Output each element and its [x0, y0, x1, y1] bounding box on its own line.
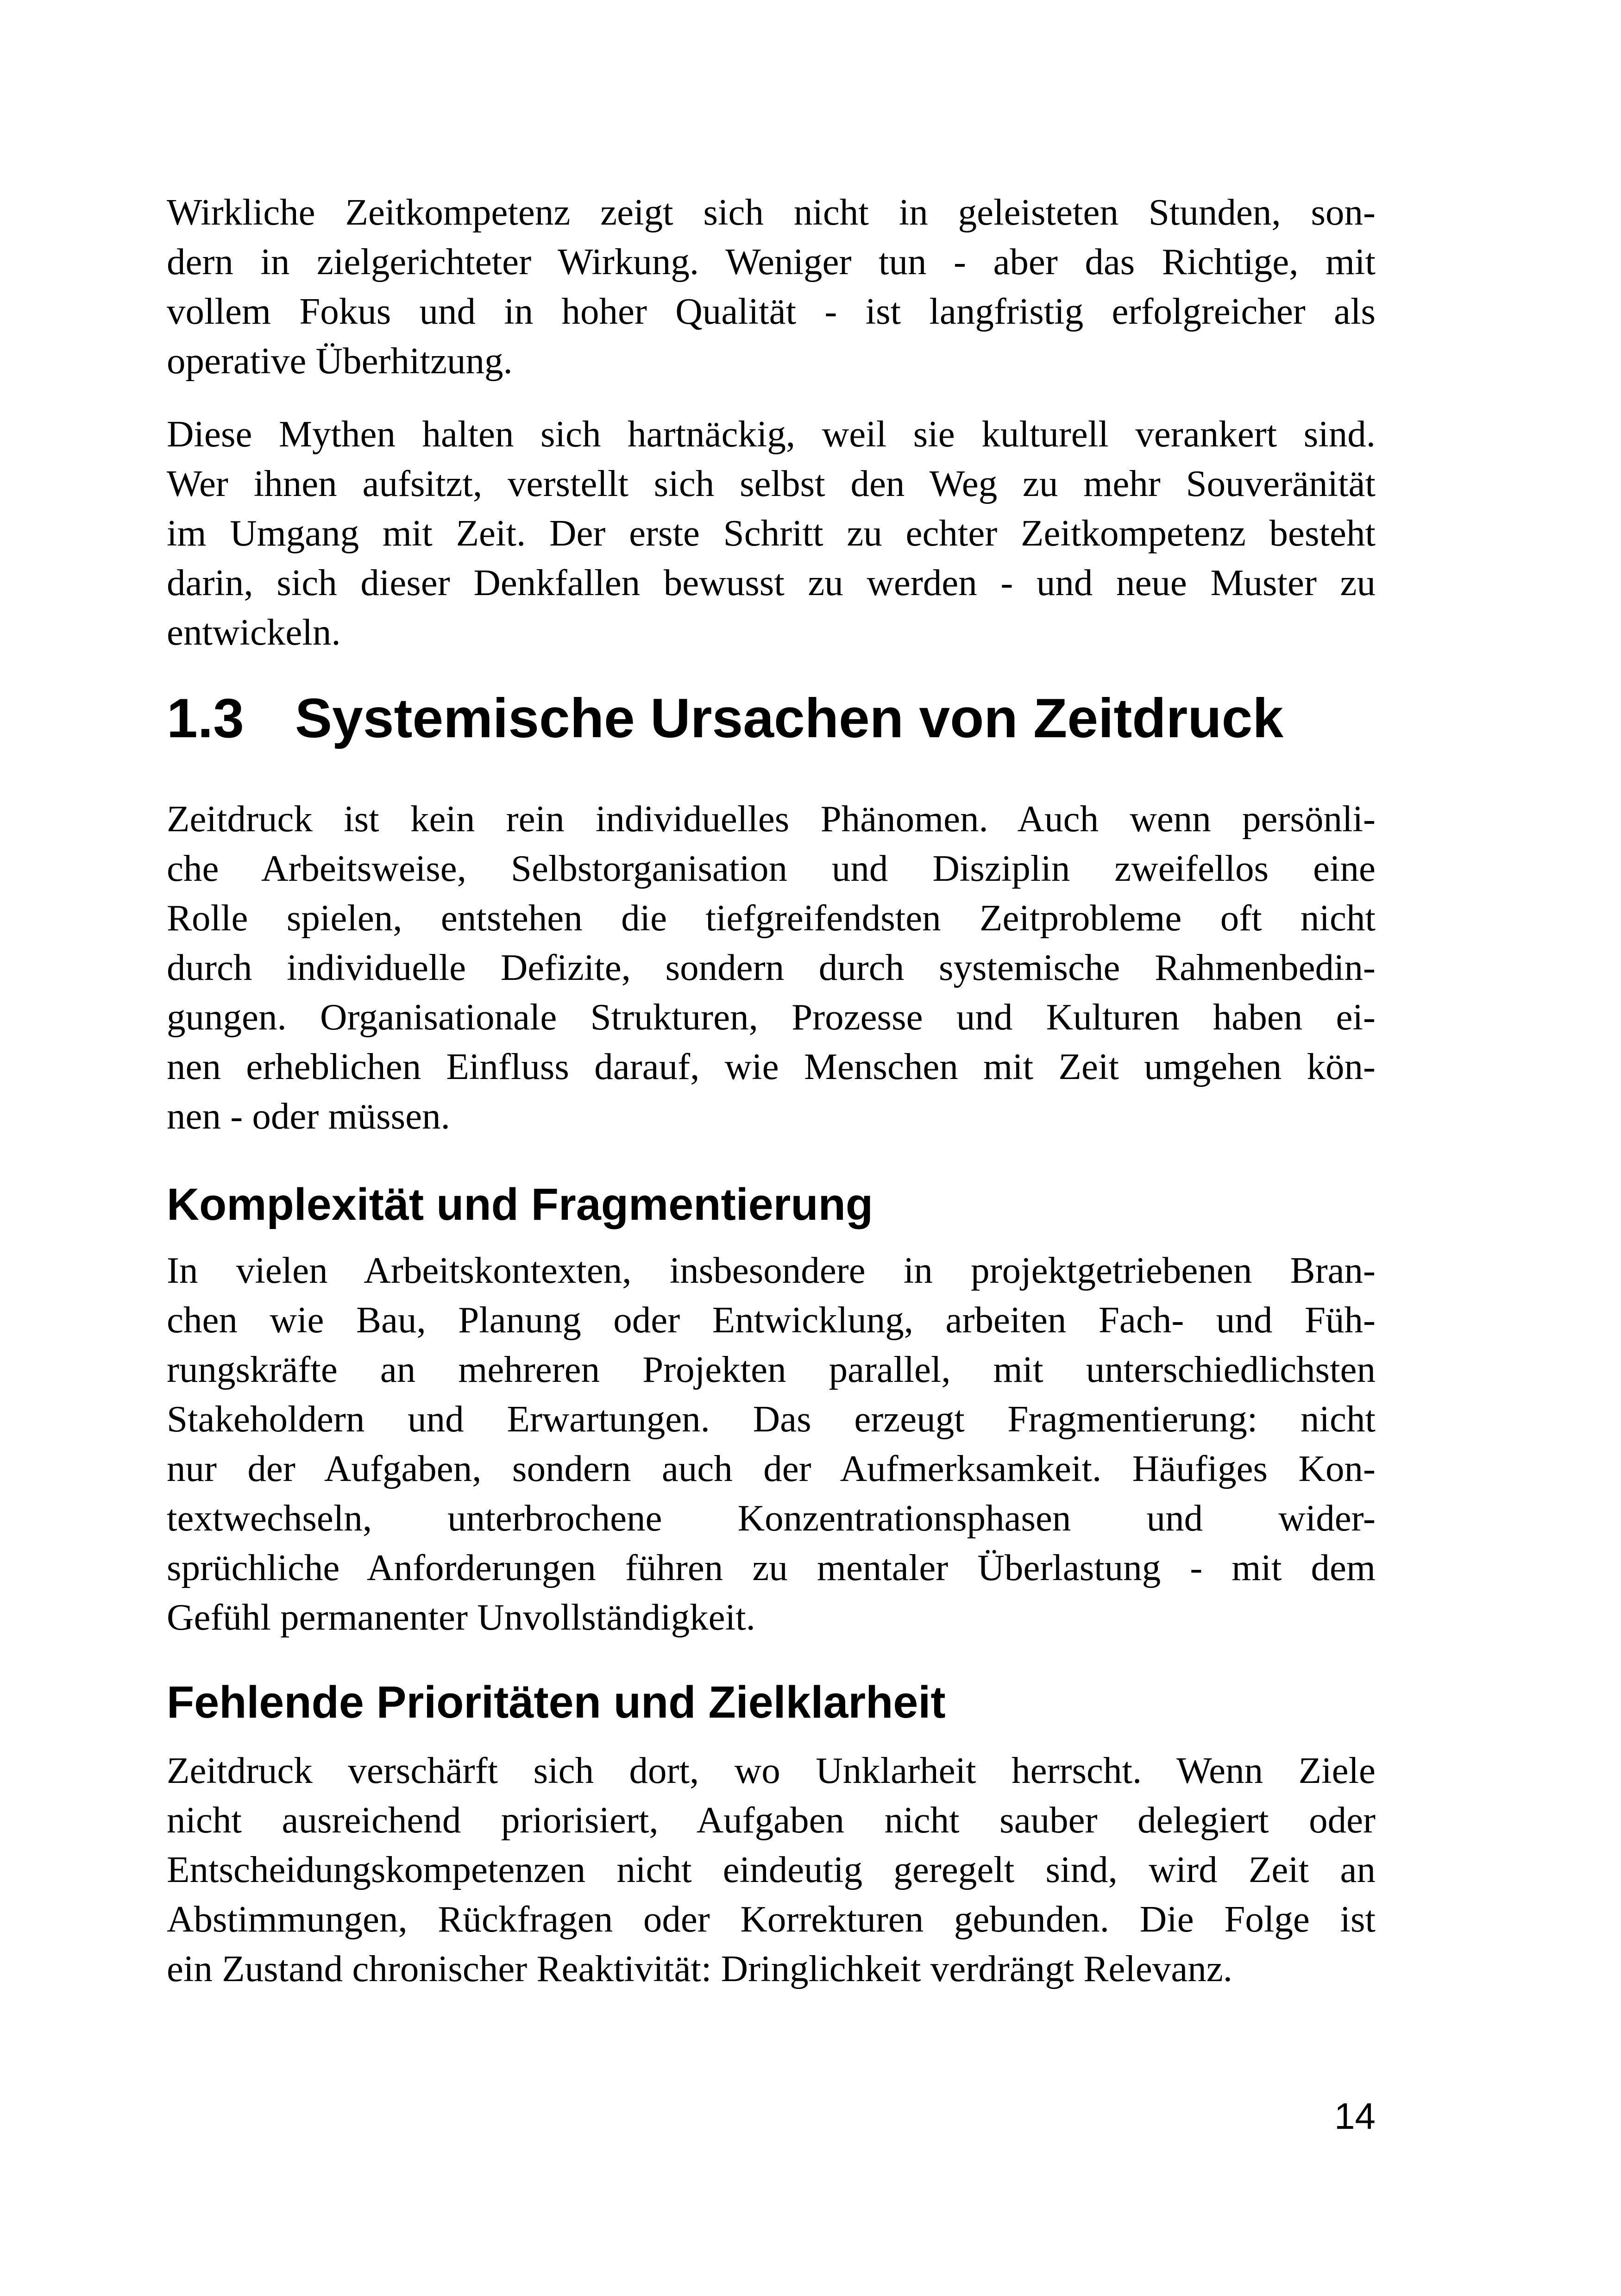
text-line: nicht ausreichend priorisiert, Aufgaben nicht sauber delegiert oder	[167, 1799, 1376, 1841]
text-line: ein Zustand chronischer Reaktivität: Dringlichkeit verdrängt Relevanz.	[167, 1948, 1232, 1989]
section-heading	[167, 684, 1376, 752]
text-line: Wer ihnen aufsitzt, verstellt sich selbst den Weg zu mehr Souveränität	[167, 463, 1376, 504]
text-line: Wirkliche Zeitkompetenz zeigt sich nicht in geleisteten Stunden, son-	[167, 191, 1376, 233]
text-line: chen wie Bau, Planung oder Entwicklung, arbeiten Fach- und Füh-	[167, 1299, 1376, 1341]
text-line: Stakeholdern und Erwartungen. Das erzeugt Fragmentierung: nicht	[167, 1398, 1376, 1440]
text-line: rungskräfte an mehreren Projekten parallel, mit unterschiedlichsten	[167, 1349, 1376, 1390]
text-line: che Arbeitsweise, Selbstorganisation und Disziplin zweifellos eine	[167, 847, 1376, 889]
paragraph-mythen	[167, 409, 1376, 657]
paragraph-fragmentierung	[167, 1246, 1376, 1642]
text-line: nen - oder müssen.	[167, 1095, 450, 1137]
text-line: In vielen Arbeitskontexten, insbesondere in projektgetriebenen Bran-	[167, 1249, 1376, 1291]
page-number: 14	[1334, 2095, 1376, 2137]
paragraph-systemische-ursachen	[167, 794, 1376, 1141]
text-line: textwechseln, unterbrochene Konzentrationsphasen und wider-	[167, 1497, 1376, 1539]
text-line: Zeitdruck ist kein rein individuelles Phänomen. Auch wenn persönli-	[167, 798, 1376, 840]
text-line: Entscheidungskompetenzen nicht eindeutig geregelt sind, wird Zeit an	[167, 1849, 1376, 1890]
text-line: Abstimmungen, Rückfragen oder Korrekturen gebunden. Die Folge ist	[167, 1898, 1376, 1940]
section-number: 1.3	[167, 687, 244, 749]
text-line: Gefühl permanenter Unvollständigkeit.	[167, 1596, 755, 1638]
section-title: Systemische Ursachen von Zeitdruck	[295, 687, 1284, 749]
text-line: dern in zielgerichteter Wirkung. Weniger tun - aber das Richtige, mit	[167, 241, 1376, 282]
text-line: entwickeln.	[167, 611, 341, 653]
text-line: Zeitdruck verschärft sich dort, wo Unklarheit herrscht. Wenn Ziele	[167, 1750, 1376, 1791]
text-line: sprüchliche Anforderungen führen zu mentaler Überlastung - mit dem	[167, 1547, 1376, 1588]
text-line: nen erheblichen Einfluss darauf, wie Menschen mit Zeit umgehen kön-	[167, 1046, 1376, 1087]
text-line: im Umgang mit Zeit. Der erste Schritt zu echter Zeitkompetenz besteht	[167, 512, 1376, 554]
text-line: Rolle spielen, entstehen die tiefgreifendsten Zeitprobleme oft nicht	[167, 897, 1376, 939]
text-line: gungen. Organisationale Strukturen, Prozesse und Kulturen haben ei-	[167, 996, 1376, 1038]
text-line: nur der Aufgaben, sondern auch der Aufmerksamkeit. Häufiges Kon-	[167, 1448, 1376, 1489]
text-line: vollem Fokus und in hoher Qualität - ist langfristig erfolgreicher als	[167, 290, 1376, 332]
text-line: Diese Mythen halten sich hartnäckig, weil sie kulturell verankert sind.	[167, 413, 1376, 455]
text-line: durch individuelle Defizite, sondern durch systemische Rahmenbedin-	[167, 947, 1376, 988]
subheading-prioritaeten: Fehlende Prioritäten und Zielklarheit	[167, 1677, 946, 1727]
paragraph-zielklarheit	[167, 1746, 1376, 1994]
text-line: darin, sich dieser Denkfallen bewusst zu werden - und neue Muster zu	[167, 562, 1376, 603]
paragraph-zeitkompetenz	[167, 188, 1376, 386]
text-line: operative Überhitzung.	[167, 340, 513, 382]
subheading-komplexitaet: Komplexität und Fragmentierung	[167, 1179, 873, 1230]
